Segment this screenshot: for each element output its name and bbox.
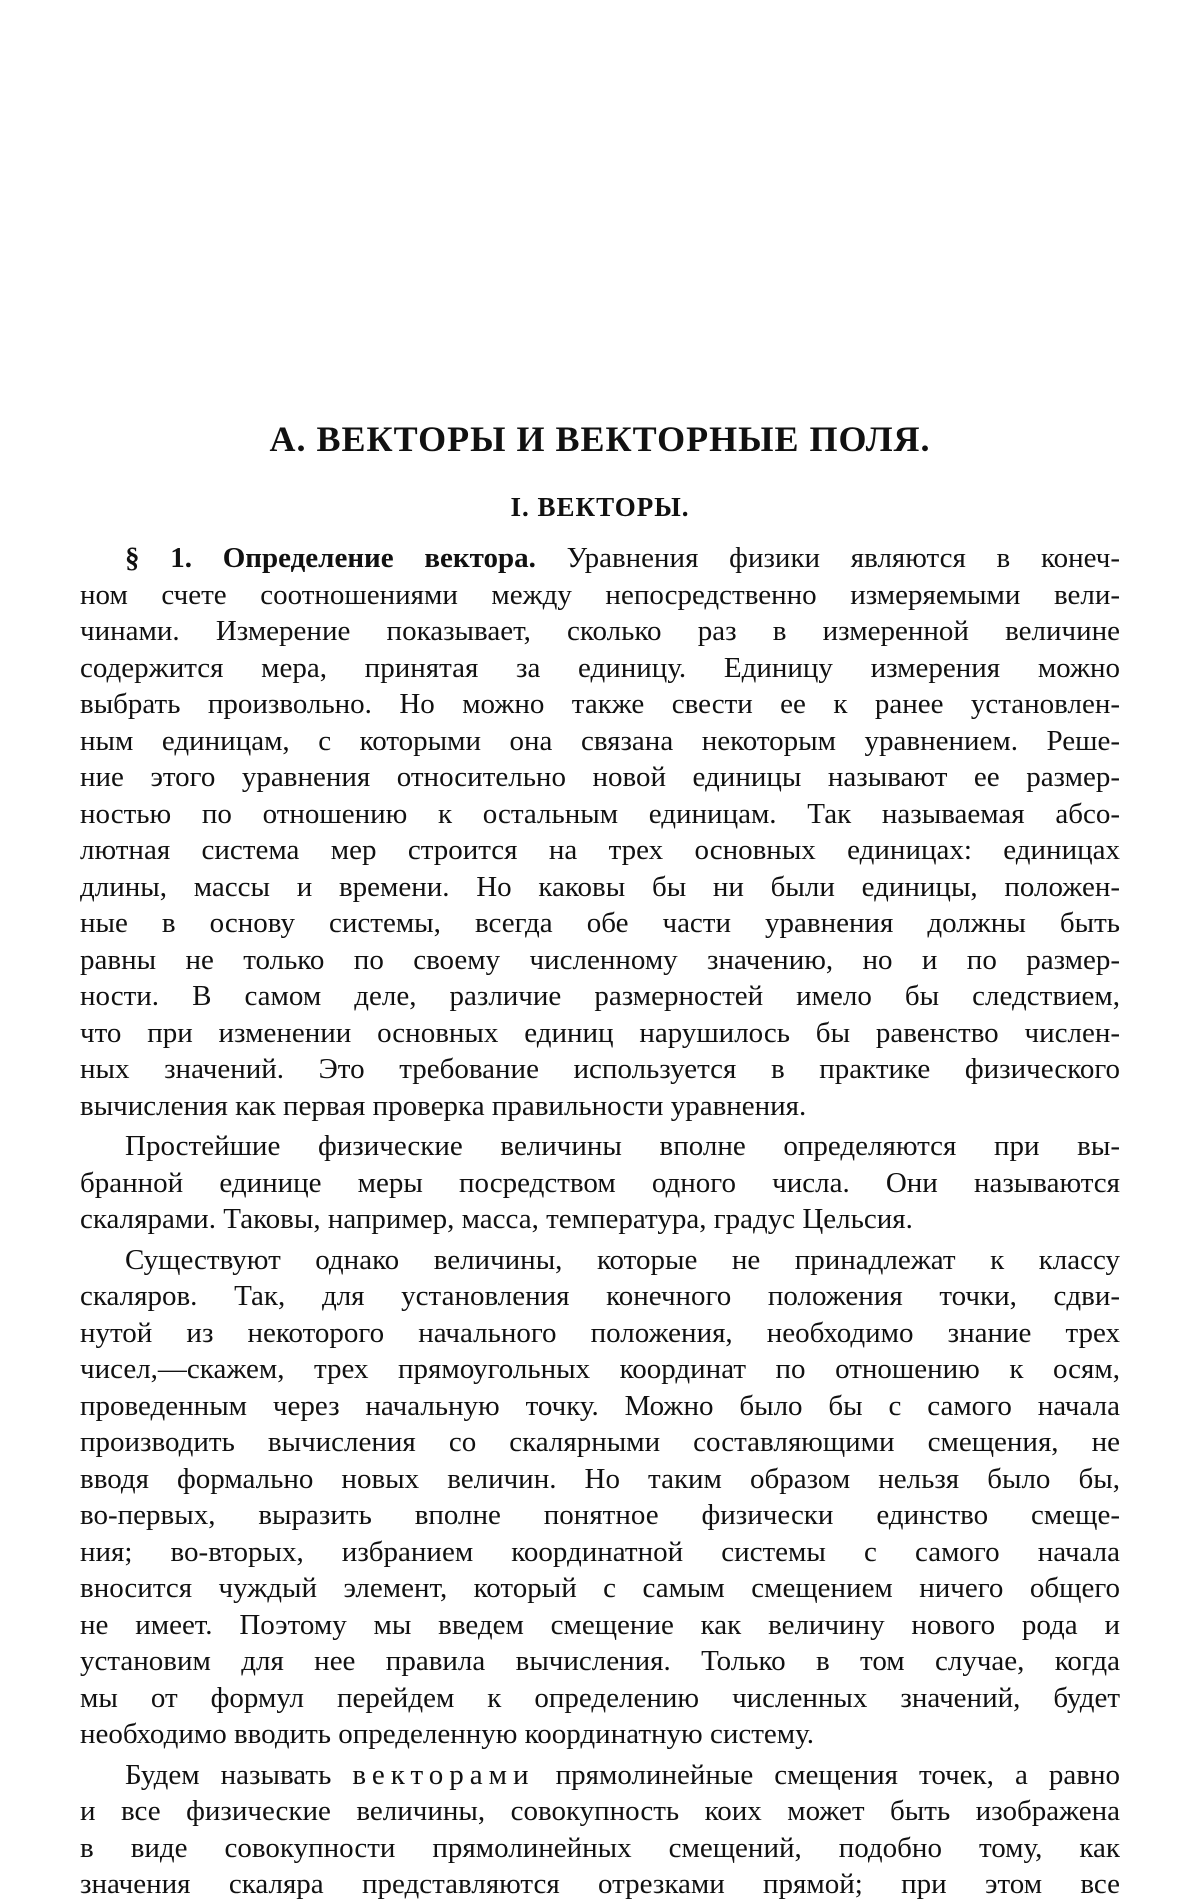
paragraph-scalars xyxy=(80,1128,1120,1238)
paragraph-line: ным единицам, с которыми она связана некоторым уравнением. Реше- xyxy=(80,724,1120,757)
paragraph-line: содержится мера, принятая за единицу. Единицу измерения можно xyxy=(80,651,1120,684)
chapter-title: I. ВЕКТОРЫ. xyxy=(510,492,690,522)
paragraph-line: вводя формально новых величин. Но таким образом нельзя было бы, xyxy=(80,1462,1120,1495)
paragraph-line: проведенным через начальную точку. Можно было бы с самого начала xyxy=(80,1389,1120,1422)
paragraph-vectors xyxy=(80,1757,1120,1903)
paragraph-line: выбрать произвольно. Но можно также свести ее к ранее установлен- xyxy=(80,688,1120,720)
spaced-term: векторами xyxy=(352,1758,535,1791)
book-page xyxy=(80,0,1120,1900)
paragraph-line: скаляров. Так, для установления конечного положения точки, сдви- xyxy=(80,1280,1120,1312)
paragraph-text: Уравнения физики являются в конеч- xyxy=(535,542,1120,574)
paragraph-text: Будем называть xyxy=(125,1758,353,1791)
paragraph-line: что при изменении основных единиц нарушилось бы равенство числен- xyxy=(80,1016,1120,1049)
paragraph-line: ние этого уравнения относительно новой единицы называют ее размер- xyxy=(80,761,1120,793)
paragraph-line xyxy=(80,1757,1120,1794)
paragraph-line: длины, массы и времени. Но каковы бы ни были единицы, положен- xyxy=(80,870,1120,903)
paragraph-line: необходимо вводить определенную координатную систему. xyxy=(80,1718,814,1750)
paragraph-line: ния; во-вторых, избранием координатной системы с самого начала xyxy=(80,1535,1120,1568)
paragraph-line: не имеет. Поэтому мы введем смещение как величину нового рода и xyxy=(80,1608,1120,1641)
paragraph-line: вносится чуждый элемент, который с самым смещением ничего общего xyxy=(80,1572,1120,1604)
paragraph-line: ном счете соотношениями между непосредственно измеряемыми вели- xyxy=(80,578,1120,611)
section-heading: § 1. Определение вектора. xyxy=(125,542,536,574)
paragraph-line: ные в основу системы, всегда обе части уравнения должны быть xyxy=(80,907,1120,939)
paragraph-line: Простейшие физические величины вполне определяются при вы- xyxy=(125,1130,1120,1162)
paragraph-line: и все физические величины, совокупность коих может быть изображена xyxy=(80,1795,1120,1827)
paragraph-line: ности. В самом деле, различие размерностей имело бы следствием, xyxy=(80,980,1120,1012)
paragraph-line: чисел,—скажем, трех прямоугольных координат по отношению к осям, xyxy=(80,1353,1120,1385)
paragraph-line: мы от формул перейдем к определению численных значений, будет xyxy=(80,1681,1120,1714)
paragraph-displacement xyxy=(80,1242,1120,1753)
paragraph-text: прямолинейные смещения точек, а равно xyxy=(534,1758,1120,1791)
paragraph-line: равны не только по своему численному значению, но и по размер- xyxy=(80,943,1120,976)
paragraph-line xyxy=(80,540,1120,577)
paragraph-line: в виде совокупности прямолинейных смещений, подобно тому, как xyxy=(80,1831,1120,1864)
paragraph-line: Существуют однако величины, которые не принадлежат к классу xyxy=(125,1243,1120,1276)
paragraph-line: бранной единице меры посредством одного числа. Они называются xyxy=(80,1166,1120,1199)
paragraph-line: во-первых, выразить вполне понятное физически единство смеще- xyxy=(80,1499,1120,1531)
part-title: А. ВЕКТОРЫ И ВЕКТОРНЫЕ ПОЛЯ. xyxy=(269,419,931,459)
paragraph-line: вычисления как первая проверка правильности уравнения. xyxy=(80,1089,807,1122)
paragraph-line: ностью по отношению к остальным единицам. Так называемая абсо- xyxy=(80,797,1120,830)
paragraph-definition xyxy=(80,540,1120,1124)
paragraph-line: скалярами. Таковы, например, масса, температура, градус Цельсия. xyxy=(80,1203,913,1235)
body-text xyxy=(80,540,1120,1903)
paragraph-line: производить вычисления со скалярными составляющими смещения, не xyxy=(80,1426,1120,1458)
paragraph-line: чинами. Измерение показывает, сколько раз в измеренной величине xyxy=(80,615,1120,647)
paragraph-line: нутой из некоторого начального положения, необходимо знание трех xyxy=(80,1316,1120,1349)
paragraph-line: лютная система мер строится на трех основных единицах: единицах xyxy=(80,834,1120,866)
paragraph-line: значения скаляра представляются отрезками прямой; при этом все xyxy=(80,1868,1120,1900)
paragraph-line: установим для нее правила вычисления. Только в том случае, когда xyxy=(80,1645,1120,1677)
paragraph-line: ных значений. Это требование используется в практике физического xyxy=(80,1053,1120,1085)
